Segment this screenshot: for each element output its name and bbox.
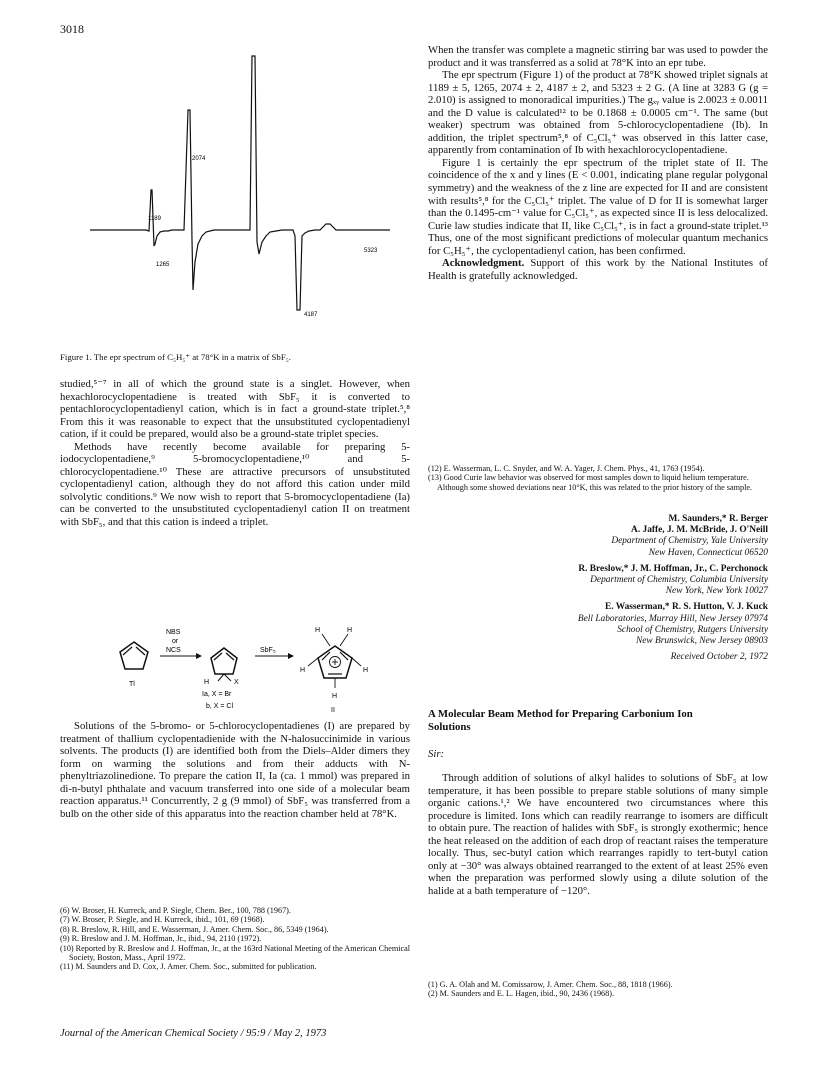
author-names: A. Jaffe, J. M. McBride, J. O'Neill <box>631 525 768 536</box>
footnote: (12) E. Wasserman, L. C. Snyder, and W. A. Yager, J. Chem. Phys., 41, 1763 (1954). <box>428 464 705 473</box>
right-footnotes <box>428 464 768 492</box>
right-footnotes-2 <box>428 980 768 999</box>
footnote: (10) Reported by R. Breslow and J. Hoffman, Jr., at the 163rd National Meeting of the American Chemical Society, Boston, Mass., April 1972. <box>60 943 411 963</box>
figure-caption: Figure 1. The epr spectrum of C₅H₅⁺ at 78°K in a matrix of SbF₅. <box>60 352 291 362</box>
peak-label-2074: 2074 <box>192 156 206 162</box>
reaction-scheme <box>60 622 410 720</box>
peak-label-1265: 1265 <box>156 262 170 268</box>
location: New York, New York 10027 <box>665 586 768 597</box>
affiliation-block <box>428 514 768 559</box>
paragraph: Through addition of solutions of alkyl halides to solutions of SbF₅ at low temperature, it has been possible to prepare stable solutions of many simple organic cations.¹,² We have encountered two circumstances where this procedure is limited. Ions which can readily rearrange to isomers are difficult to obtain pure. The reaction of halides with SbF₅ is strongly exothermic; hence the heat released on the addition of each drop of reactant raises the temperature locally. Thus, sec-butyl cation which rearranges rapidly to tert-butyl cation only at −30° was always obtained rearranged to the extent of at least 25% even when the preparation was performed slowly using a dilute solution of the halide at a bath temperature of −120°. <box>428 772 768 897</box>
h-label: H <box>300 667 306 674</box>
paragraph: studied,⁵⁻⁷ in all of which the ground state is a singlet. However, when hexachlorocyclopentadiene is treated with SbF₅ it is converted to pentachlorocyclopentadienyl cation, which is in fact a ground-state triplet.⁵,⁸ From this it was reasonable to expect that the unsubstituted cyclopentadienyl cation, if it could be prepared, would also be a ground-state triplet species. <box>60 378 410 441</box>
footnote: (11) M. Saunders and D. Cox, J. Amer. Chem. Soc., submitted for publication. <box>60 962 317 972</box>
affiliation-block <box>428 602 768 647</box>
paragraph: When the transfer was complete a magnetic stirring bar was used to powder the product and it was transferred as a solid at 78°K into an epr tube. <box>428 44 768 69</box>
x-label: X <box>234 679 239 686</box>
ack-heading: Acknowledgment. <box>442 257 525 270</box>
institution: Bell Laboratories, Murray Hill, New Jersey 07974 <box>577 613 768 624</box>
compound-ib: b, X = Cl <box>206 703 234 710</box>
affiliations <box>428 514 768 663</box>
location: School of Chemistry, Rutgers University <box>617 624 768 635</box>
left-column-text-bottom <box>60 720 410 820</box>
footnote: (1) G. A. Olah and M. Comissarow, J. Amer. Chem. Soc., 88, 1818 (1966). <box>428 980 673 989</box>
footnote: (6) W. Broser, H. Kurreck, and P. Siegle, Chem. Ber., 100, 788 (1967). <box>60 906 291 915</box>
h-label: H <box>315 627 321 634</box>
author-names: M. Saunders,* R. Berger <box>668 514 768 524</box>
location: New Haven, Connecticut 06520 <box>648 547 768 558</box>
location: New Brunswick, New Jersey 08903 <box>635 636 768 647</box>
article-title: A Molecular Beam Method for Preparing Carbonium Ion Solutions <box>428 708 693 733</box>
left-column-text-top <box>60 378 410 529</box>
salutation: Sir: <box>428 748 445 760</box>
epr-trace <box>90 56 390 310</box>
footnote: (7) W. Broser, P. Siegle, and H. Kurreck, ibid., 101, 69 (1968). <box>60 915 265 925</box>
h-label: H <box>347 627 353 634</box>
compound-ii: II <box>331 707 335 714</box>
peak-label-5323: 5323 <box>364 248 378 254</box>
paragraph: Methods have recently become available for preparing 5-iodocyclopentadiene,⁹ 5-bromocyclopentadiene,¹⁰ and 5-chlorocyclopentadiene.¹⁰ These are attractive precursors of unsubstituted cyclopentadienyl cation, although they do not afford this cation under mild solvolytic conditions.⁹ We now wish to report that 5-bromocyclopentadiene (Ia) can be converted to the unsubstituted cyclopentadienyl cation II on treatment with SbF₅, and that this cation is indeed a triplet. <box>60 440 410 529</box>
footnote: (9) R. Breslow and J. M. Hoffman, Jr., ibid., 94, 2110 (1972). <box>60 934 262 944</box>
acknowledgment <box>428 257 768 282</box>
page-number: 3018 <box>60 22 84 36</box>
reagent-ncs: NCS <box>166 647 181 654</box>
footnote: (8) R. Breslow, R. Hill, and E. Wasserman, J. Amer. Chem. Soc., 86, 5349 (1964). <box>60 924 329 934</box>
reagent-nbs: NBS <box>166 629 181 636</box>
paragraph: Solutions of the 5-bromo- or 5-chlorocyclopentadienes (I) are prepared by treatment of thallium cyclopentadienide with the N-halosuccinimide in various solvents. The products (I) are identified both from the Diels–Alder dimers they form on warming the solutions and from their adducts with N-phenyltriazolinedione. To prepare the cation II, Ia (ca. 1 mmol) was prepared in di-n-butyl phthalate and vacuum transferred into one side of a molecular beam reaction apparatus.¹¹ Concurrently, 2 g (9 mmol) of SbF₅ was transferred from a bulb on the other side of this apparatus into the reaction chamber held at 78°K. <box>60 720 410 820</box>
peak-label-4187: 4187 <box>304 312 318 318</box>
author-names: E. Wasserman,* R. S. Hutton, V. J. Kuck <box>604 602 768 613</box>
received-date: Received October 2, 1972 <box>670 652 768 663</box>
paragraph: The epr spectrum (Figure 1) of the product at 78°K showed triplet signals at 1189 ± 5, 1265, 2074 ± 2, 4187 ± 2, and 5323 ± 2 G. (A line at 3283 G (g = 2.010) is assigned to monoradical impurities.) The gₓᵧ value is 2.0023 ± 0.0011 and the D value is calculated¹² to be 0.1868 ± 0.0005 cm⁻¹. The same (but weaker) spectrum was obtained from 5-chlorocyclopentadiene (Ib). In addition, the triplet spectrum⁵,⁸ of C₅Cl₅⁺ was observed in this latter case, apparently from contamination of Ib with hexachlorocyclopentadiene. <box>428 69 768 157</box>
paragraph: Figure 1 is certainly the epr spectrum of the triplet state of II. The coincidence of the x and y lines (E < 0.001, indicating plane regular polygonal symmetry) and the weakness of the z line are expected for II and are consistent with results⁵,⁸ for the C₅Cl₅⁺ triplet. The value of D for II is somewhat larger than the 0.1495-cm⁻¹ value for C₅Cl₅⁺, as expected since II is less delocalized. Curie law studies indicate that II, like C₅Cl₅⁺, is in fact a ground-state triplet.¹³ Thus, one of the most significant predictions of molecular quantum mechanics for C₅H₅⁺, the cyclopentadienyl cation, has been confirmed. <box>428 156 768 257</box>
author-names: R. Breslow,* J. M. Hoffman, Jr., C. Perchonock <box>578 563 768 574</box>
ack-text: Support of this work by the National Institutes of Health is gratefully acknowledged. <box>428 257 768 282</box>
epr-spectrum-figure <box>80 40 400 352</box>
h-label: H <box>363 667 369 674</box>
right-column-text <box>428 44 768 282</box>
affiliation-block <box>428 564 768 598</box>
institution: Department of Chemistry, Yale University <box>611 536 768 547</box>
reagent-or: or <box>172 638 179 645</box>
footnote: (13) Good Curie law behavior was observed for most samples down to liquid helium temperature. Although some showed deviations near 10°K, this was related to the prior history of the sample. <box>428 473 753 492</box>
reagent-sbf5: SbF₅ <box>260 647 276 654</box>
tl-label: Tl <box>129 681 135 688</box>
compound-ia: Ia, X = Br <box>202 691 232 698</box>
footnote: (2) M. Saunders and E. L. Hagen, ibid., 90, 2436 (1968). <box>428 989 615 999</box>
h-label: H <box>204 679 210 686</box>
institution: Department of Chemistry, Columbia University <box>590 575 768 586</box>
left-footnotes <box>60 906 410 972</box>
journal-footer: Journal of the American Chemical Society / 95:9 / May 2, 1973 <box>60 1028 327 1039</box>
peak-label-1189: 1189 <box>148 216 161 222</box>
h-label: H <box>332 693 338 700</box>
right-column-text-2 <box>428 772 768 897</box>
